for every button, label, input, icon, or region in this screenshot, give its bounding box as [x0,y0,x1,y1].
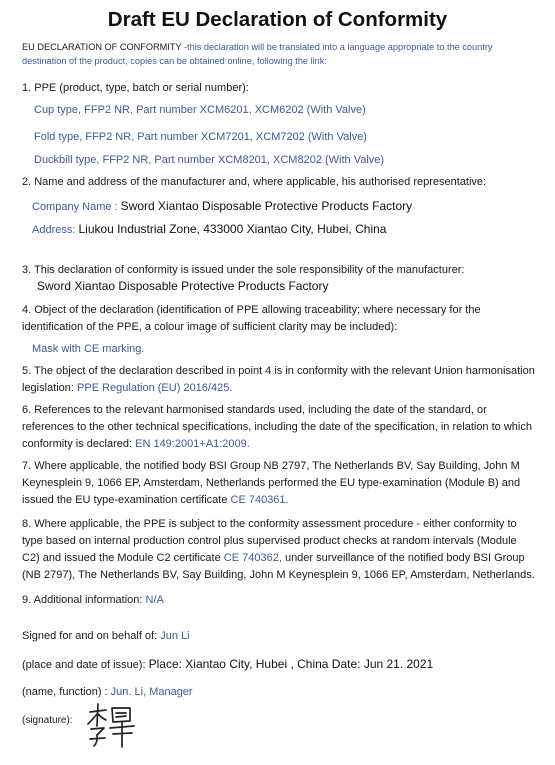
signed-value: Jun Li [160,630,190,642]
section-6-value: EN 149:2001+A1:2009. [135,438,250,450]
section-7-text: 7. Where applicable, the notified body BSI Group NB 2797, The Netherlands BV, Say Building, John M Keynesplein 9, 1066 EP, Amsterdam, Netherlands performed the EU type-examination (Module B) and issued the EU type-examination certificate [22,460,521,506]
section-6-text: 6. References to the relevant harmonised standards used, including the date of the standard, or references to the other technical specifications, including the date of the specification, in relation to which conformity is declared: [22,404,532,450]
intro-text: -this declaration will be translated into a language appropriate to the country destination of the product, copies can be obtained online, following the link: [22,42,493,66]
company-name-label: Company Name : [32,201,118,213]
section-5 [22,363,537,397]
signed-row [22,628,537,645]
address-row [32,221,386,238]
page-title: Draft EU Declaration of Conformity [107,8,448,31]
place-date-label: (place and date of issue): [22,659,146,671]
section-6 [22,402,537,453]
company-name-value: Sword Xiantao Disposable Protective Products Factory [120,199,413,213]
section-4-heading: 4. Object of the declaration (identification of PPE allowing traceability; where necessary for the identification of the PPE, a colour image of sufficient clarity may be included): [22,304,481,333]
name-function-value: Jun. Li, Manager [110,686,193,698]
section-9 [22,592,537,609]
name-function-label: (name, function) : [22,686,108,698]
ppe-item-duckbill: Duckbill type, FFP2 NR, Part number XCM8201, XCM8202 (With Valve) [34,154,385,166]
place-date-value: Place: Xiantao City, Hubei , China Date: Jun 21. 2021 [148,657,434,671]
section-3-heading: 3. This declaration of conformity is issued under the sole responsibility of the manufacturer: [22,264,465,276]
section-1-heading: 1. PPE (product, type, batch or serial number): [22,82,249,94]
section-4-value: Mask with CE marking. [32,343,145,355]
address-label: Address: [32,224,76,236]
section-8-value: CE 740362, [223,552,282,564]
company-name-row [32,198,412,215]
section-2-heading: 2. Name and address of the manufacturer and, where applicable, his authorised representative: [22,176,487,188]
signature-label: (signature): [22,715,73,726]
section-5-value: PPE Regulation (EU) 2016/425. [77,382,233,394]
section-8 [22,516,537,584]
section-5-text: 5. The object of the declaration described in point 4 is in conformity with the relevant Union harmonisation legislation: [22,365,535,394]
place-date-row [22,656,537,674]
ppe-item-cup: Cup type, FFP2 NR, Part number XCM6201, XCM6202 (With Valve) [34,104,366,116]
section-9-value: N/A [145,594,164,606]
handwritten-signature [86,702,138,748]
intro-label: EU DECLARATION OF CONFORMITY [22,42,182,52]
address-value: Liukou Industrial Zone, 433000 Xiantao City, Hubei, China [78,222,387,236]
section-3-value: Sword Xiantao Disposable Protective Products Factory [37,279,329,293]
section-8-text-b: under surveillance of the notified body BSI Group (NB 2797), The Netherlands BV, Say Building, John M Keynesplein 9, 1066 EP, Amsterdam, Netherlands. [22,552,535,581]
name-function-row [22,684,537,701]
signed-label: Signed for and on behalf of: [22,630,158,642]
section-7 [22,458,537,509]
section-9-text: 9. Additional information: [22,594,143,606]
intro-paragraph [22,40,537,68]
ppe-item-fold: Fold type, FFP2 NR, Part number XCM7201, XCM7202 (With Valve) [34,131,367,143]
section-7-value: CE 740361. [230,494,289,506]
section-8-text-a: 8. Where applicable, the PPE is subject to the conformity assessment procedure - either conformity to type based on internal production control plus supervised product checks at random intervals (Module C2) and issued the Module C2 certificate [22,518,517,564]
